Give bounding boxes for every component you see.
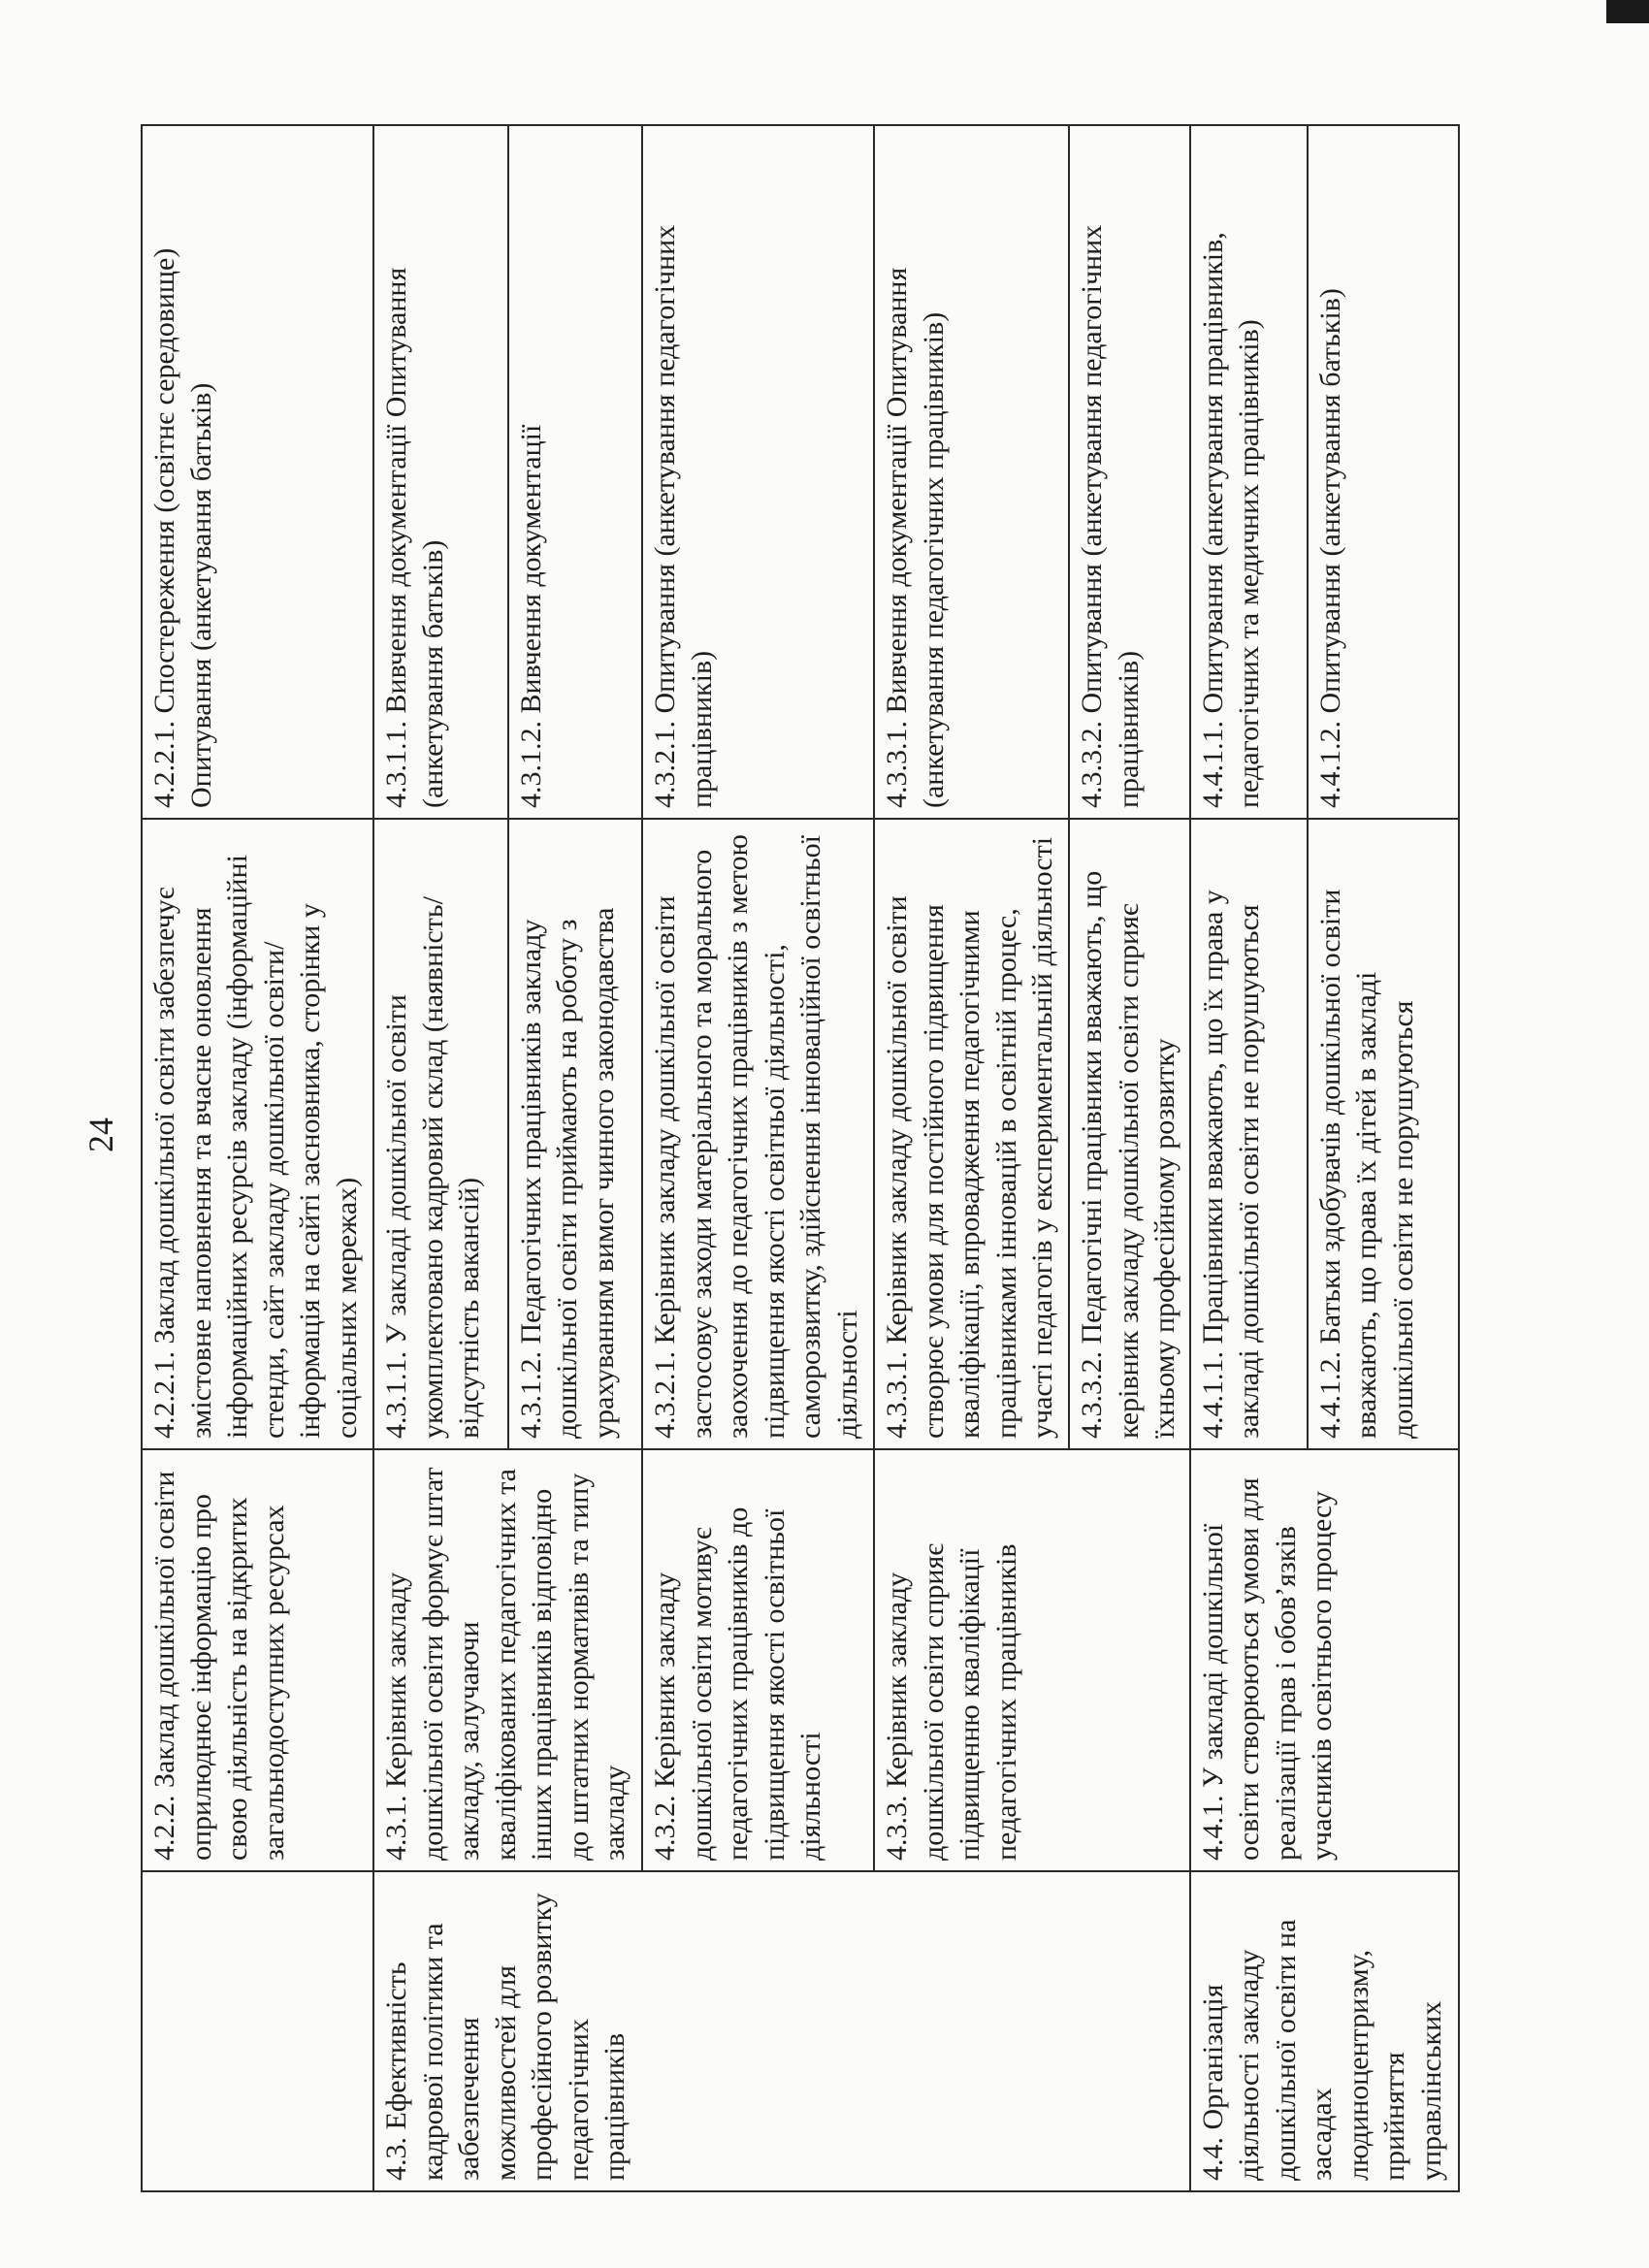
indicator-cell: 4.3.1.2. Педагогічних працівників закладу дошкільної освіти приймають на роботу з урахуванням вимог чинного законодавства (508, 819, 643, 1449)
page-number: 24 (81, 1118, 120, 1152)
criteria-table-container (141, 126, 1460, 2192)
table-row (1190, 125, 1308, 2191)
criterion-cell: 4.4.1. У закладі дошкільної освіти створюються умови для реалізації прав і обов’язків учасників освітнього процесу (1190, 1449, 1459, 1871)
criterion-cell: 4.3.2. Керівник закладу дошкільної освіти мотивує педагогічних працівників до підвищення якості освітньої діяльності (642, 1449, 874, 1871)
method-cell: 4.3.1.2. Вивчення документації (508, 125, 643, 819)
criteria-table (141, 124, 1460, 2192)
method-cell: 4.2.2.1. Спостереження (освітнє середовище) Опитування (анкетування батьків) (142, 125, 373, 819)
table-row (142, 125, 373, 2191)
criterion-cell: 4.3.1. Керівник закладу дошкільної освіти формує штат закладу, залучаючи кваліфікованих педагогічних та інших працівників відповідно до штатних нормативів та типу закладу (373, 1449, 642, 1871)
method-cell: 4.3.3.2. Опитування (анкетування педагогічних працівників) (1069, 125, 1190, 819)
table-row (373, 125, 508, 2191)
criterion-cell: 4.3.3. Керівник закладу дошкільної освіти сприяє підвищенню кваліфікації педагогічних працівників (874, 1449, 1190, 1871)
indicator-cell: 4.2.2.1. Заклад дошкільної освіти забезпечує змістовне наповнення та вчасне оновлення інформаційних ресурсів закладу (інформаційні стенди, сайт закладу дошкільної освіти/ інформація на сайті засновника, сторінки у соціальних мережах) (142, 819, 373, 1449)
indicator-cell: 4.3.1.1. У закладі дошкільної освіти укомплектовано кадровий склад (наявність/відсутність вакансій) (373, 819, 508, 1449)
method-cell: 4.3.2.1. Опитування (анкетування педагогічних працівників) (642, 125, 874, 819)
scan-edge-mark (1606, 0, 1649, 23)
method-cell: 4.3.3.1. Вивчення документації Опитування (анкетування педагогічних працівників) (874, 125, 1069, 819)
method-cell: 4.3.1.1. Вивчення документації Опитування (анкетування батьків) (373, 125, 508, 819)
group-cell: 4.4. Організація діяльності закладу дошкільної освіти на засадах людиноцентризму, прийняття управлінських (1190, 1871, 1459, 2191)
group-cell: 4.3. Ефективність кадрової політики та забезпечення можливостей для професійного розвитку педагогічних працівників (373, 1871, 1190, 2191)
criterion-cell: 4.2.2. Заклад дошкільної освіти оприлюднює інформацію про свою діяльність на відкритих загальнодоступних ресурсах (142, 1449, 373, 1871)
method-cell: 4.4.1.1. Опитування (анкетування працівників, педагогічних та медичних працівників) (1190, 125, 1308, 819)
indicator-cell: 4.3.3.2. Педагогічні працівники вважають, що керівник закладу дошкільної освіти сприяє їхньому професійному розвитку (1069, 819, 1190, 1449)
indicator-cell: 4.3.2.1. Керівник закладу дошкільної освіти застосовує заходи матеріального та морального заохочення до педагогічних працівників з метою підвищення якості освітньої діяльності, саморозвитку, здійснення інноваційної освітньої діяльності (642, 819, 874, 1449)
group-cell (142, 1871, 373, 2191)
indicator-cell: 4.4.1.1. Працівники вважають, що їх права у закладі дошкільної освіти не порушуються (1190, 819, 1308, 1449)
method-cell: 4.4.1.2. Опитування (анкетування батьків) (1308, 125, 1459, 819)
indicator-cell: 4.3.3.1. Керівник закладу дошкільної освіти створює умови для постійного підвищення кваліфікації, впровадження педагогічними працівниками інновацій в освітній процес, участі педагогів у експериментальній діяльності (874, 819, 1069, 1449)
indicator-cell: 4.4.1.2. Батьки здобувачів дошкільної освіти вважають, що права їх дітей в закладі дошкільної освіти не порушуються (1308, 819, 1459, 1449)
